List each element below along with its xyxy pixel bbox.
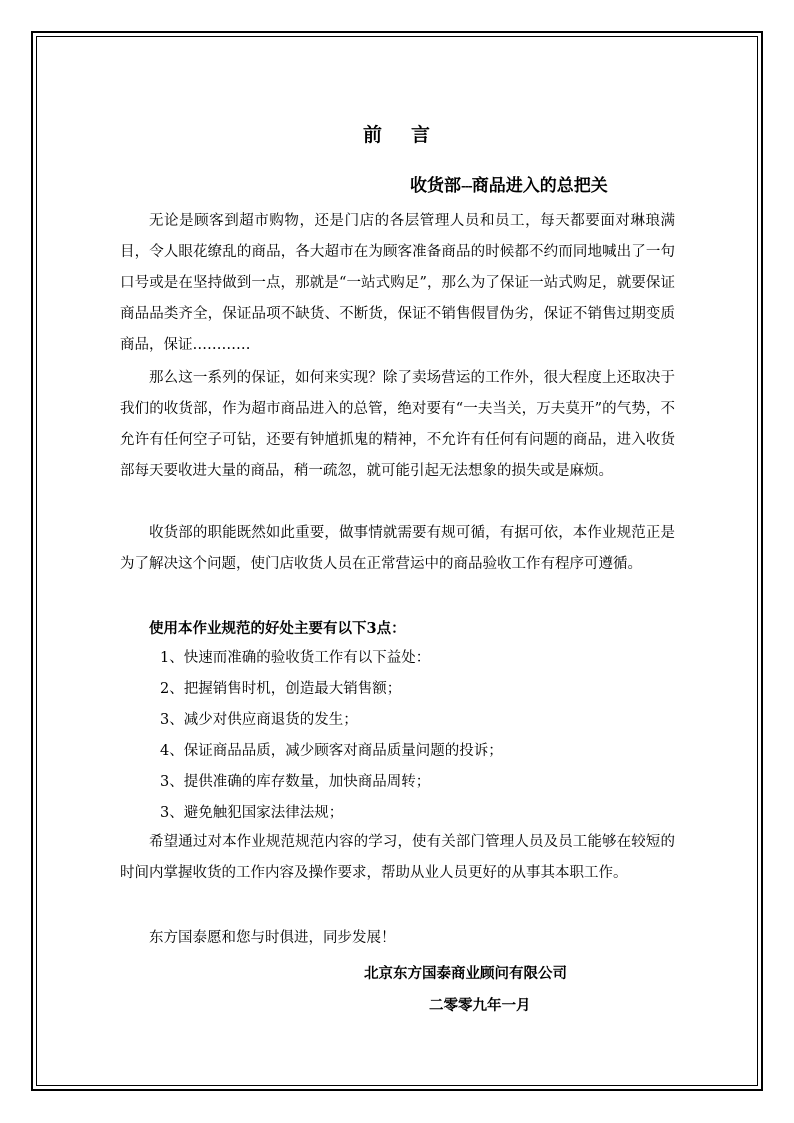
closing-line: 东方国泰愿和您与时俱进，同步发展！ <box>149 930 396 946</box>
final-paragraph <box>120 827 675 889</box>
intro-paragraph-3 <box>120 518 675 580</box>
subtitle-desc: 商品进入的总把关 <box>471 176 608 196</box>
page-subtitle <box>410 171 608 196</box>
paragraph-text: 希望通过对本作业规范规范内容的学习，使有关部门管理人员及员工能够在较短的时间内掌握收货的工作内容及操作要求，帮助从业人员更好的从事其本职工作。 <box>120 834 675 881</box>
document-date: 二零零九年一月 <box>429 997 531 1014</box>
benefits-heading: 使用本作业规范的好处主要有以下3点： <box>149 620 406 637</box>
company-signature: 北京东方国泰商业顾问有限公司 <box>364 965 567 982</box>
paragraph-text: 无论是顾客到超市购物，还是门店的各层管理人员和员工，每天都要面对琳琅满目，令人眼花缭乱的商品，各大超市在为顾客准备商品的时候都不约而同地喊出了一句口号或是在坚持做到一点，那就是“一站式购足”，那么为了保证一站式购足，就要保证商品品类齐全，保证品项不缺货、不断货，保证不销售假冒伪劣，保证不销售过期变质商品，保证………… <box>120 213 675 353</box>
list-item: 3、提供准确的库存数量，加快商品周转； <box>160 774 431 790</box>
list-item: 2、把握销售时机，创造最大销售额； <box>160 681 402 697</box>
intro-paragraph-1 <box>120 206 675 361</box>
paragraph-text: 那么这一系列的保证，如何来实现？除了卖场营运的工作外，很大程度上还取决于我们的收货部，作为超市商品进入的总管，绝对要有“一夫当关，万夫莫开”的气势，不允许有任何空子可钻，还要有钟馗抓鬼的精神，不允许有任何有问题的商品，进入收货部每天要收进大量的商品，稍一疏忽，就可能引起无法想象的损失或是麻烦。 <box>120 370 675 479</box>
title-char-2: 言 <box>411 124 432 146</box>
intro-paragraph-2 <box>120 363 675 487</box>
benefits-list <box>160 643 503 829</box>
title-char-1: 前 <box>362 124 383 146</box>
paragraph-text: 收货部的职能既然如此重要，做事情就需要有规可循，有据可依，本作业规范正是为了解决这个问题，使门店收货人员在正常营运中的商品验收工作有程序可遵循。 <box>120 525 675 572</box>
subtitle-dept: 收货部 <box>410 176 461 196</box>
page-title <box>0 120 794 147</box>
list-item: 4、保证商品品质，减少顾客对商品质量问题的投诉； <box>160 743 503 759</box>
list-item: 1、快速而准确的验收货工作有以下益处： <box>160 650 431 666</box>
list-item: 3、减少对供应商退货的发生； <box>160 712 358 728</box>
list-item: 3、避免触犯国家法律法规； <box>160 805 344 821</box>
subtitle-dash: --- <box>461 180 472 193</box>
